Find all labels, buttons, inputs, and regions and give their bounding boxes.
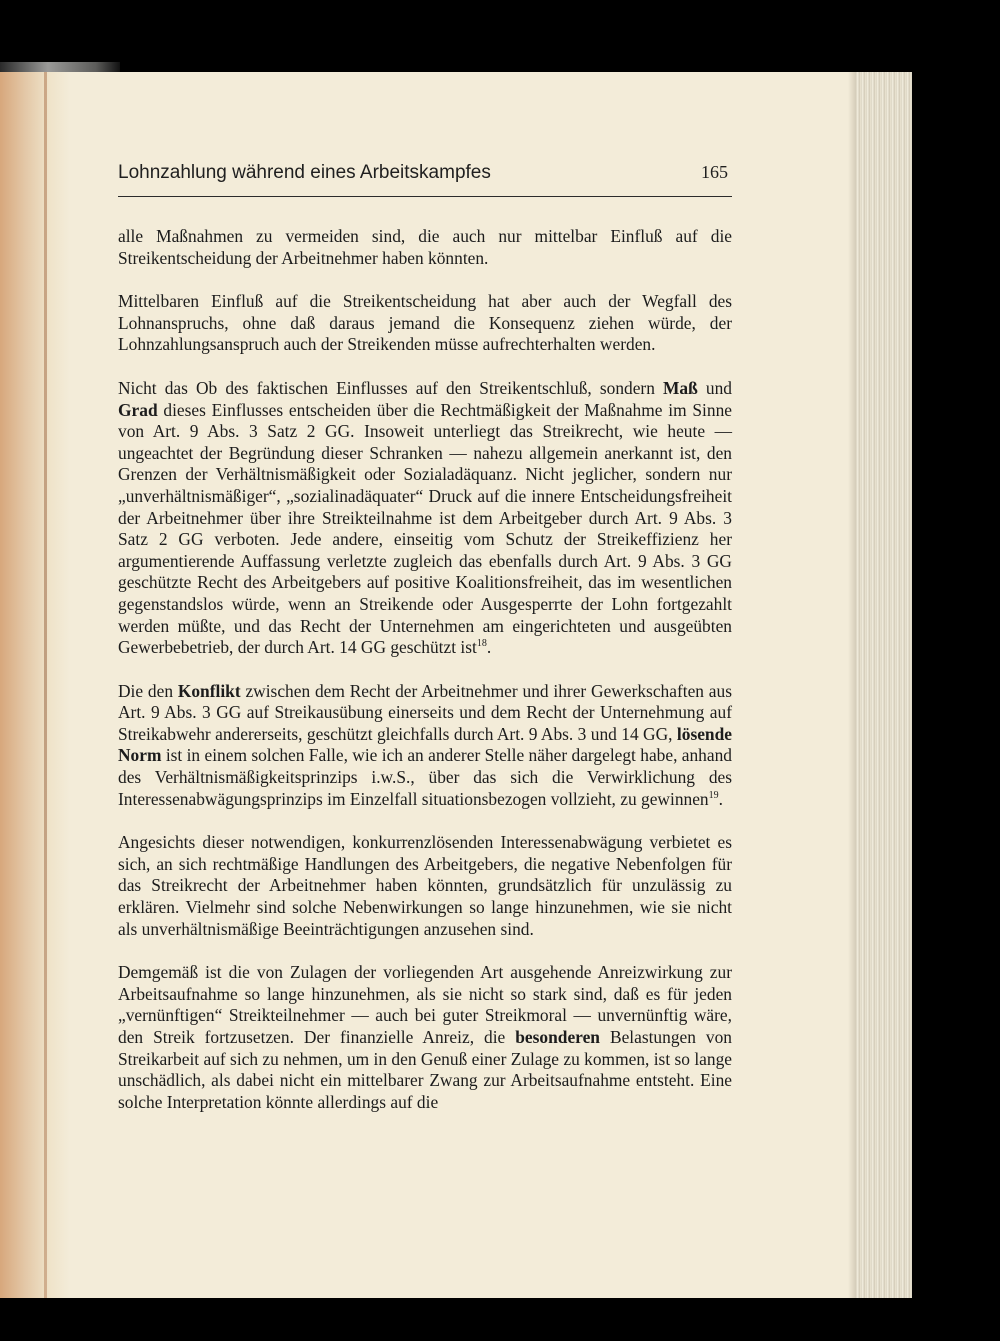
spine-shadow — [0, 72, 70, 1298]
paragraph — [118, 226, 732, 269]
paragraph — [118, 832, 732, 940]
emphasis-text: Grad — [118, 399, 158, 420]
paragraph-text: Die den — [118, 680, 178, 701]
footnote-ref: 19 — [708, 789, 719, 801]
paragraph — [118, 962, 732, 1113]
paragraph-text: . — [486, 637, 492, 658]
text-body — [118, 226, 732, 1135]
paragraph — [118, 291, 732, 356]
emphasis-text: Maß — [663, 377, 698, 398]
paragraph-text: Demgemäß ist die von Zulagen der vorliegenden Art ausgehende Anreizwirkung zur Arbeitsaufnahme so lange hinzunehmen, als sie nicht so stark sind, daß es für jeden „vernünftigen“ Streikteilnehmer — auch bei guter Streikmoral — unvernünftig wäre, den Streik fortzusetzen. Der finanzielle Anreiz, die — [118, 962, 732, 1047]
paragraph-text: alle Maßnahmen zu vermeiden sind, die auch nur mittelbar Einfluß auf die Streikentscheidung der Arbeitnehmer haben könnten. — [118, 226, 732, 268]
paragraph-text: Nicht das Ob des faktischen Einflusses auf den Streikentschluß, sondern — [118, 377, 664, 398]
page-edge-shade — [848, 72, 856, 1298]
footnote-ref: 18 — [476, 638, 487, 650]
emphasis-text: lösende Norm — [118, 723, 732, 766]
paragraph-text: ist in einem solchen Falle, wie ich an anderer Stelle näher dargelegt habe, anhand des Verhältnismäßigkeitsprinzips i.w.S., über das sich die Verwirklichung des Interessenabwägungsprinzips im Einzelfall situationsbezogen vollzieht, zu gewinnen — [118, 745, 732, 809]
running-head-title: Lohnzahlung während eines Arbeitskampfes — [118, 162, 491, 183]
paragraph-text: Mittelbaren Einfluß auf die Streikentscheidung hat aber auch der Wegfall des Lohnanspruchs, ohne daß daraus jemand die Konsequenz ziehen würde, der Lohnzahlungsanspruch auch der Streikenden müsse aufrechterhalten werden. — [118, 291, 732, 355]
paragraph — [118, 681, 732, 811]
page-number: 165 — [701, 162, 728, 182]
paragraph-text: Angesichts dieser notwendigen, konkurrenzlösenden Interessenabwägung verbietet es sich, an sich rechtmäßige Handlungen des Arbeitgebers, die negative Nebenfolgen für das Streikrecht der Arbeitnehmer haben könnten, grundsätzlich für unzulässig zu erklären. Vielmehr sind solche Nebenwirkungen so lange hinzunehmen, wie sie nicht als unverhältnismäßige Beeinträchtigungen anzusehen sind. — [118, 832, 732, 939]
spine-crease — [44, 72, 47, 1298]
emphasis-text: Konflikt — [177, 680, 241, 701]
paragraph-text: und — [697, 377, 732, 398]
paragraph-text: . — [718, 788, 723, 809]
paragraph-text: dieses Einflusses entscheiden über die Rechtmäßigkeit der Maßnahme im Sinne von Art. 9 Abs. 3 Satz 2 GG. Insoweit unterliegt das Streikrecht, wie heute — ungeachtet der Begründung dieser Schranken — nahezu allgemein anerkannt ist, den Grenzen der Verhältnismäßigkeit oder Sozialadäquanz. Nicht jeglicher, sondern nur „unverhältnismäßiger“, „sozialinadäquater“ Druck auf die innere Entscheidungsfreiheit der Arbeitnehmer über ihre Streikteilnahme ist dem Arbeitgeber durch Art. 9 Abs. 3 Satz 2 GG verboten. Jede andere, einseitig vom Schutz der Streikeffizienz her argumentierende Auffassung verletzte zugleich das ebenfalls durch Art. 9 Abs. 3 GG geschützte Recht des Arbeitgebers auf positive Koalitionsfreiheit, das im wesentlichen gegenstandslos würde, wenn an Streikende oder Ausgesperrte der Lohn fortgezahlt werden müßte, und das Recht der Unternehmen am eingerichteten und ausgeübten Gewerbebetrieb, der durch Art. 14 GG geschützt ist — [118, 399, 732, 658]
running-head — [118, 162, 732, 197]
paragraph-text: zwischen dem Recht der Arbeitnehmer und ihrer Gewerkschaften aus Art. 9 Abs. 3 GG auf Streikausübung einerseits und dem Recht der Unternehmung auf Streikabwehr andererseits, geschützt gleichfalls durch Art. 9 Abs. 3 und 14 GG, — [118, 680, 732, 744]
paragraph — [118, 378, 732, 659]
paragraph-text: Belastungen von Streikarbeit auf sich zu nehmen, um in den Genuß einer Zulage zu kommen, ist so lange unschädlich, als dabei nicht ein mittelbarer Zwang zur Arbeitsaufnahme entsteht. Eine solche Interpretation könnte allerdings auf die — [118, 1027, 733, 1112]
emphasis-text: besonderen — [515, 1027, 600, 1047]
page-stack-edge — [856, 72, 912, 1298]
